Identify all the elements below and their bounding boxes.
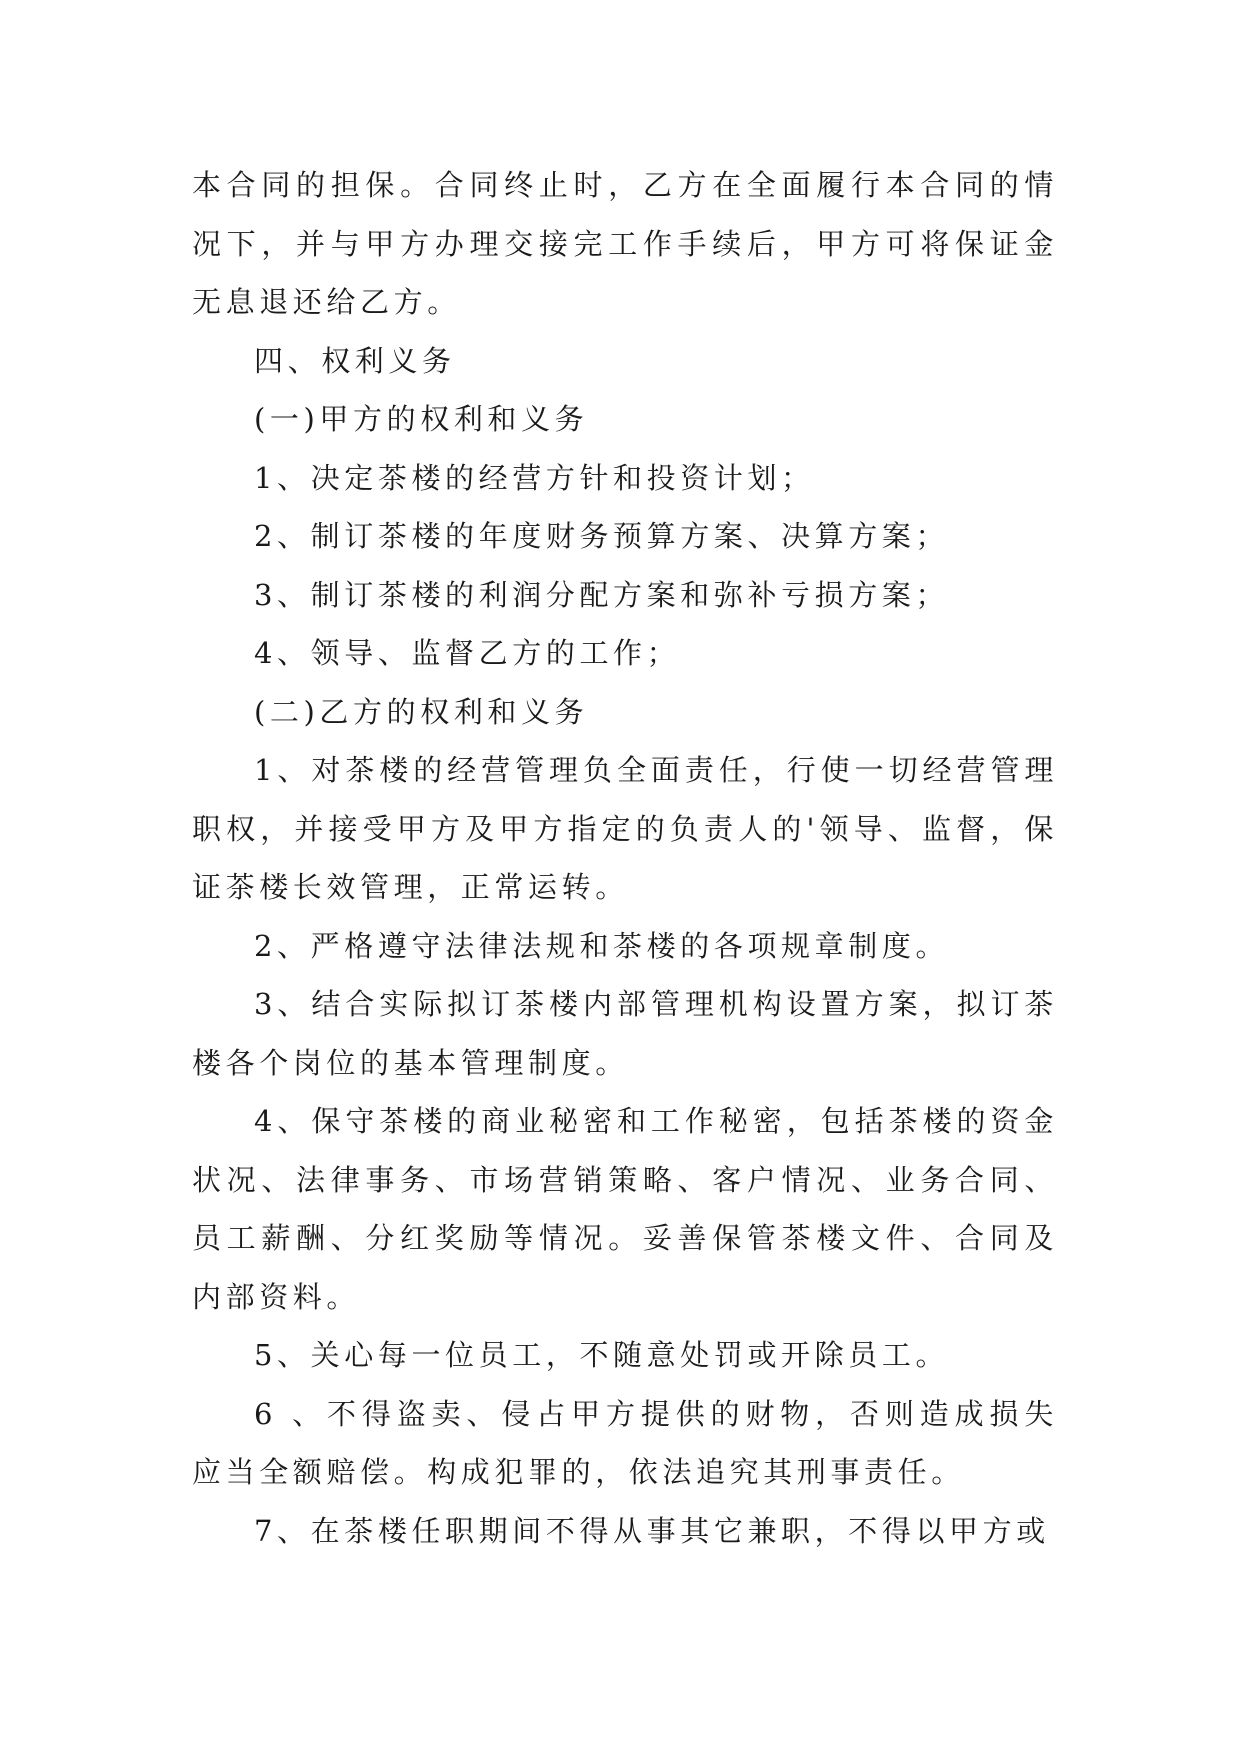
subsection-heading-party-b: (二)乙方的权利和义务 — [254, 694, 589, 729]
paragraph-guarantee-refund: 本合同的担保。合同终止时，乙方在全面履行本合同的情况下，并与甲方办理交接完工作手续后，甲方可将保证金无息退还给乙方。 — [192, 168, 1058, 319]
party-b-item-7: 7、在茶楼任职期间不得从事其它兼职，不得以甲方或 — [254, 1513, 1050, 1548]
party-a-item-3: 3、制订茶楼的利润分配方案和弥补亏损方案； — [254, 577, 950, 612]
party-b-item-5: 5、关心每一位员工，不随意处罚或开除员工。 — [254, 1338, 950, 1372]
subsection-heading-party-a: (一)甲方的权利和义务 — [254, 402, 589, 436]
party-b-item-2: 2、严格遵守法律法规和茶楼的各项规章制度。 — [254, 928, 950, 963]
document-body — [192, 156, 1058, 1560]
party-b-item-6: 6 、不得盗卖、侵占甲方提供的财物，否则造成损失应当全额赔偿。构成犯罪的，依法追究其刑事责任。 — [192, 1396, 1058, 1489]
section-heading-rights-obligations: 四、权利义务 — [254, 343, 456, 378]
party-b-item-1: 1、对茶楼的经营管理负全面责任，行使一切经营管理职权，并接受甲方及甲方指定的负责人的'领导、监督，保证茶楼长效管理，正常运转。 — [192, 753, 1058, 904]
party-a-item-4: 4、领导、监督乙方的工作； — [254, 636, 681, 670]
party-b-item-3: 3、结合实际拟订茶楼内部管理机构设置方案，拟订茶楼各个岗位的基本管理制度。 — [192, 987, 1058, 1080]
party-b-item-4: 4、保守茶楼的商业秘密和工作秘密，包括茶楼的资金状况、法律事务、市场营销策略、客户情况、业务合同、员工薪酬、分红奖励等情况。妥善保管茶楼文件、合同及内部资料。 — [192, 1104, 1058, 1314]
party-a-item-2: 2、制订茶楼的年度财务预算方案、决算方案； — [254, 519, 950, 553]
party-a-item-1: 1、决定茶楼的经营方针和投资计划； — [254, 460, 815, 495]
